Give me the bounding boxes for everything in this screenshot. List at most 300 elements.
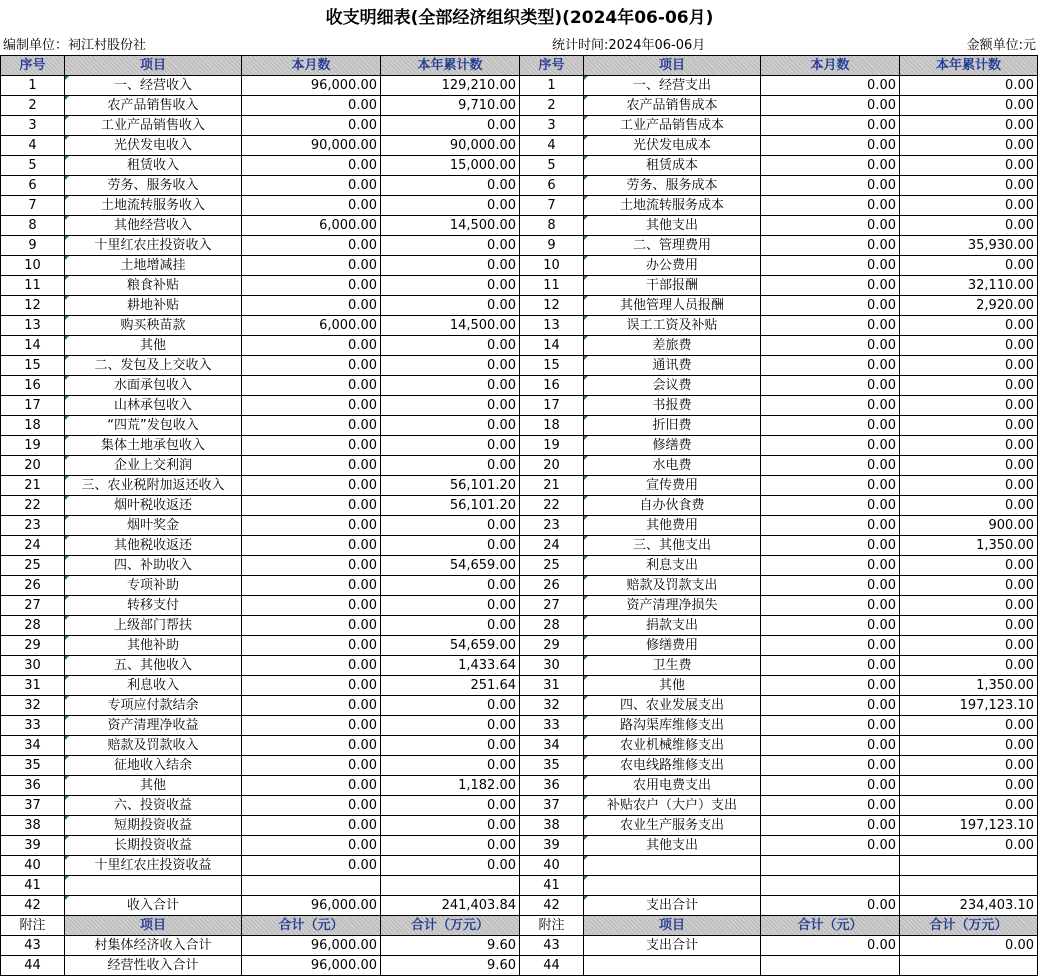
amount-unit-label: 金额单位:元	[966, 38, 1036, 53]
expense-ytd-cell[interactable]: 1,350.00	[900, 536, 1038, 556]
expense-item-cell[interactable]: 路沟渠库维修支出	[584, 716, 761, 736]
expense-ytd-cell[interactable]: 0.00	[900, 356, 1038, 376]
income-seq-cell: 26	[1, 576, 65, 596]
expense-ytd-cell[interactable]: 0.00	[900, 756, 1038, 776]
income-month-cell[interactable]: 0.00	[242, 756, 381, 776]
expense-ytd-cell[interactable]: 0.00	[900, 376, 1038, 396]
table-row	[1, 776, 1038, 796]
expense-month-cell[interactable]: 0.00	[761, 416, 900, 436]
expense-ytd-cell[interactable]: 0.00	[900, 736, 1038, 756]
expense-month-cell[interactable]: 0.00	[761, 496, 900, 516]
expense-ytd-cell[interactable]: 0.00	[900, 136, 1038, 156]
expense-item-cell[interactable]: 书报费	[584, 396, 761, 416]
expense-month-cell[interactable]: 0.00	[761, 456, 900, 476]
income-ytd-cell[interactable]: 1,182.00	[381, 776, 520, 796]
expense-ytd-cell[interactable]: 0.00	[900, 656, 1038, 676]
expense-seq-cell: 10	[520, 256, 584, 276]
income-month-cell[interactable]: 0.00	[242, 356, 381, 376]
expense-ytd-cell[interactable]: 0.00	[900, 316, 1038, 336]
table-row	[1, 396, 1038, 416]
income-month-cell[interactable]: 0.00	[242, 496, 381, 516]
expense-month-cell[interactable]: 0.00	[761, 376, 900, 396]
expense-ytd-cell[interactable]: 900.00	[900, 516, 1038, 536]
income-item-cell[interactable]: 十里红农庄投资收入	[65, 236, 242, 256]
expense-month-cell[interactable]: 0.00	[761, 396, 900, 416]
income-seq-cell: 6	[1, 176, 65, 196]
expense-item-cell[interactable]: 干部报酬	[584, 276, 761, 296]
income-seq-cell: 9	[1, 236, 65, 256]
income-item-cell[interactable]: 企业上交利润	[65, 456, 242, 476]
income-ytd-cell[interactable]: 0.00	[381, 796, 520, 816]
expense-seq-cell: 41	[520, 876, 584, 896]
income-item-cell[interactable]: 其他税收返还	[65, 536, 242, 556]
expense-ytd-cell[interactable]	[900, 876, 1038, 896]
income-ytd-cell[interactable]: 56,101.20	[381, 496, 520, 516]
expense-month-cell[interactable]: 0.00	[761, 196, 900, 216]
income-month-cell[interactable]: 0.00	[242, 776, 381, 796]
income-ytd-cell[interactable]: 0.00	[381, 596, 520, 616]
income-month-cell[interactable]: 0.00	[242, 636, 381, 656]
expense-seq-cell: 34	[520, 736, 584, 756]
expense-seq-cell: 17	[520, 396, 584, 416]
expense-month-cell[interactable]: 0.00	[761, 136, 900, 156]
income-ytd-cell[interactable]: 0.00	[381, 736, 520, 756]
expense-month-cell[interactable]: 0.00	[761, 836, 900, 856]
income-seq-cell: 22	[1, 496, 65, 516]
income-month-cell[interactable]: 0.00	[242, 476, 381, 496]
income-note-yuan-cell[interactable]: 96,000.00	[242, 956, 381, 976]
expense-ytd-cell[interactable]: 0.00	[900, 496, 1038, 516]
income-ytd-cell[interactable]: 0.00	[381, 436, 520, 456]
income-ytd-cell[interactable]: 0.00	[381, 396, 520, 416]
expense-ytd-cell[interactable]: 0.00	[900, 836, 1038, 856]
income-month-cell[interactable]: 0.00	[242, 836, 381, 856]
expense-item-cell[interactable]: 修缮费用	[584, 636, 761, 656]
expense-item-cell[interactable]: 土地流转服务成本	[584, 196, 761, 216]
expense-item-cell[interactable]: 利息支出	[584, 556, 761, 576]
expense-month-cell[interactable]: 0.00	[761, 676, 900, 696]
report-title: 收支明细表(全部经济组织类型)(2024年06-06月)	[325, 8, 714, 28]
income-month-cell[interactable]: 0.00	[242, 816, 381, 836]
expense-ytd-cell[interactable]: 0.00	[900, 776, 1038, 796]
income-month-cell[interactable]: 0.00	[242, 576, 381, 596]
expense-item-cell[interactable]: 其他费用	[584, 516, 761, 536]
income-item-cell[interactable]: 长期投资收益	[65, 836, 242, 856]
income-ytd-cell[interactable]: 0.00	[381, 696, 520, 716]
income-month-cell[interactable]: 0.00	[242, 616, 381, 636]
expense-item-cell[interactable]: 宣传费用	[584, 476, 761, 496]
expense-month-cell[interactable]: 0.00	[761, 776, 900, 796]
expense-ytd-cell[interactable]: 0.00	[900, 336, 1038, 356]
income-month-cell[interactable]: 0.00	[242, 736, 381, 756]
expense-seq-cell: 26	[520, 576, 584, 596]
income-ytd-cell[interactable]: 0.00	[381, 716, 520, 736]
expense-note-yuan-cell[interactable]	[761, 956, 900, 976]
expense-seq-cell: 36	[520, 776, 584, 796]
income-ytd-cell[interactable]: 0.00	[381, 756, 520, 776]
income-item-cell[interactable]: 其他	[65, 336, 242, 356]
income-month-cell[interactable]: 0.00	[242, 416, 381, 436]
income-month-cell[interactable]: 0.00	[242, 296, 381, 316]
expense-ytd-cell[interactable]: 0.00	[900, 396, 1038, 416]
note-header-row	[1, 916, 1038, 936]
income-ytd-cell[interactable]: 15,000.00	[381, 156, 520, 176]
expense-item-cell[interactable]: 其他	[584, 676, 761, 696]
income-month-cell[interactable]: 0.00	[242, 656, 381, 676]
income-item-cell[interactable]: 其他	[65, 776, 242, 796]
expense-ytd-cell[interactable]: 0.00	[900, 416, 1038, 436]
table-row	[1, 336, 1038, 356]
income-month-cell[interactable]: 6,000.00	[242, 316, 381, 336]
expense-item-cell[interactable]: 其他支出	[584, 216, 761, 236]
income-month-cell[interactable]: 0.00	[242, 436, 381, 456]
income-item-cell[interactable]: 二、发包及上交收入	[65, 356, 242, 376]
expense-seq-cell: 27	[520, 596, 584, 616]
income-ytd-cell[interactable]: 0.00	[381, 516, 520, 536]
income-seq-cell: 7	[1, 196, 65, 216]
expense-ytd-cell[interactable]: 0.00	[900, 96, 1038, 116]
expense-ytd-cell[interactable]: 0.00	[900, 716, 1038, 736]
income-item-cell[interactable]: 专项补助	[65, 576, 242, 596]
header-item-income: 项目	[65, 56, 242, 76]
header-item-expense: 项目	[584, 56, 761, 76]
income-item-cell[interactable]: 土地流转服务收入	[65, 196, 242, 216]
income-item-cell[interactable]: 其他经营收入	[65, 216, 242, 236]
expense-item-cell[interactable]	[584, 876, 761, 896]
income-month-cell[interactable]: 0.00	[242, 156, 381, 176]
expense-month-cell[interactable]: 0.00	[761, 436, 900, 456]
income-month-cell[interactable]: 0.00	[242, 556, 381, 576]
expense-item-cell[interactable]: 自办伙食费	[584, 496, 761, 516]
income-month-cell[interactable]: 0.00	[242, 396, 381, 416]
expense-month-cell[interactable]: 0.00	[761, 336, 900, 356]
expense-ytd-cell[interactable]: 197,123.10	[900, 696, 1038, 716]
income-ytd-cell[interactable]: 0.00	[381, 536, 520, 556]
expense-month-cell[interactable]	[761, 856, 900, 876]
income-seq-cell: 31	[1, 676, 65, 696]
expense-ytd-cell[interactable]: 0.00	[900, 476, 1038, 496]
expense-item-cell[interactable]: 工业产品销售成本	[584, 116, 761, 136]
income-item-cell[interactable]: 短期投资收益	[65, 816, 242, 836]
income-item-cell[interactable]: 购买秧苗款	[65, 316, 242, 336]
expense-month-cell[interactable]: 0.00	[761, 476, 900, 496]
expense-ytd-cell[interactable]: 0.00	[900, 116, 1038, 136]
expense-note-yuan-cell[interactable]: 0.00	[761, 936, 900, 956]
expense-item-cell[interactable]: 办公费用	[584, 256, 761, 276]
income-ytd-cell[interactable]: 129,210.00	[381, 76, 520, 96]
income-item-cell[interactable]: 土地增减挂	[65, 256, 242, 276]
income-item-cell[interactable]: 山林承包收入	[65, 396, 242, 416]
income-month-cell[interactable]: 90,000.00	[242, 136, 381, 156]
expense-month-cell[interactable]: 0.00	[761, 716, 900, 736]
income-ytd-cell[interactable]: 0.00	[381, 416, 520, 436]
income-item-cell[interactable]: 劳务、服务收入	[65, 176, 242, 196]
expense-ytd-cell[interactable]: 0.00	[900, 156, 1038, 176]
expense-item-cell[interactable]: 劳务、服务成本	[584, 176, 761, 196]
income-month-cell[interactable]: 0.00	[242, 236, 381, 256]
income-ytd-cell[interactable]: 1,433.64	[381, 656, 520, 676]
expense-month-cell[interactable]: 0.00	[761, 596, 900, 616]
income-item-cell[interactable]: 五、其他收入	[65, 656, 242, 676]
income-item-cell[interactable]: 其他补助	[65, 636, 242, 656]
income-ytd-cell[interactable]: 14,500.00	[381, 216, 520, 236]
income-month-cell[interactable]: 0.00	[242, 176, 381, 196]
income-month-cell[interactable]: 0.00	[242, 696, 381, 716]
income-item-cell[interactable]: 一、经营收入	[65, 76, 242, 96]
expense-ytd-cell[interactable]: 197,123.10	[900, 816, 1038, 836]
expense-month-cell[interactable]: 0.00	[761, 296, 900, 316]
expense-item-cell[interactable]: 农业机械维修支出	[584, 736, 761, 756]
income-month-cell[interactable]: 0.00	[242, 196, 381, 216]
expense-month-cell[interactable]: 0.00	[761, 96, 900, 116]
income-ytd-cell[interactable]: 9,710.00	[381, 96, 520, 116]
expense-month-cell[interactable]: 0.00	[761, 556, 900, 576]
expense-seq-cell: 42	[520, 896, 584, 916]
income-ytd-cell[interactable]: 251.64	[381, 676, 520, 696]
income-ytd-cell[interactable]: 90,000.00	[381, 136, 520, 156]
income-item-cell[interactable]: 赔款及罚款收入	[65, 736, 242, 756]
income-seq-cell: 2	[1, 96, 65, 116]
income-seq-cell: 16	[1, 376, 65, 396]
income-month-cell[interactable]: 96,000.00	[242, 76, 381, 96]
expense-note-wan-cell[interactable]	[900, 956, 1038, 976]
expense-month-cell[interactable]: 0.00	[761, 236, 900, 256]
income-ytd-cell[interactable]: 14,500.00	[381, 316, 520, 336]
expense-item-cell[interactable]: 其他管理人员报酬	[584, 296, 761, 316]
income-item-cell[interactable]: 农产品销售收入	[65, 96, 242, 116]
expense-ytd-cell[interactable]: 0.00	[900, 796, 1038, 816]
income-item-cell[interactable]: 烟叶税收返还	[65, 496, 242, 516]
expense-month-cell[interactable]: 0.00	[761, 576, 900, 596]
income-item-cell[interactable]: 资产清理净收益	[65, 716, 242, 736]
expense-item-cell[interactable]: 会议费	[584, 376, 761, 396]
income-item-cell[interactable]: 上级部门帮扶	[65, 616, 242, 636]
income-month-cell[interactable]: 0.00	[242, 536, 381, 556]
income-ytd-cell[interactable]: 0.00	[381, 576, 520, 596]
income-item-cell[interactable]: 烟叶奖金	[65, 516, 242, 536]
expense-ytd-cell[interactable]: 0.00	[900, 456, 1038, 476]
expense-ytd-cell[interactable]: 234,403.10	[900, 896, 1038, 916]
expense-seq-cell: 21	[520, 476, 584, 496]
income-ytd-cell[interactable]: 0.00	[381, 356, 520, 376]
income-ytd-cell[interactable]: 0.00	[381, 116, 520, 136]
expense-ytd-cell[interactable]: 1,350.00	[900, 676, 1038, 696]
expense-month-cell[interactable]: 0.00	[761, 616, 900, 636]
expense-month-cell[interactable]	[761, 876, 900, 896]
expense-month-cell[interactable]: 0.00	[761, 276, 900, 296]
income-item-cell[interactable]: 集体土地承包收入	[65, 436, 242, 456]
expense-note-item-cell[interactable]: 支出合计	[584, 936, 761, 956]
income-note-wan-cell[interactable]: 9.60	[381, 936, 520, 956]
income-month-cell[interactable]: 0.00	[242, 796, 381, 816]
expense-item-cell[interactable]: 农业生产服务支出	[584, 816, 761, 836]
income-ytd-cell[interactable]: 0.00	[381, 456, 520, 476]
income-item-cell[interactable]: 十里红农庄投资收益	[65, 856, 242, 876]
income-ytd-cell[interactable]: 0.00	[381, 856, 520, 876]
income-item-cell[interactable]: 四、补助收入	[65, 556, 242, 576]
income-month-cell[interactable]	[242, 876, 381, 896]
income-ytd-cell[interactable]: 241,403.84	[381, 896, 520, 916]
income-item-cell[interactable]: 利息收入	[65, 676, 242, 696]
income-item-cell[interactable]	[65, 876, 242, 896]
expense-item-cell[interactable]: 农电线路维修支出	[584, 756, 761, 776]
income-ytd-cell[interactable]: 0.00	[381, 616, 520, 636]
income-seq-cell: 3	[1, 116, 65, 136]
income-month-cell[interactable]: 0.00	[242, 256, 381, 276]
income-note-item-cell[interactable]: 经营性收入合计	[65, 956, 242, 976]
expense-ytd-cell[interactable]: 0.00	[900, 196, 1038, 216]
expense-item-cell[interactable]: 水电费	[584, 456, 761, 476]
income-ytd-cell[interactable]: 0.00	[381, 176, 520, 196]
expense-month-cell[interactable]: 0.00	[761, 696, 900, 716]
expense-ytd-cell[interactable]: 0.00	[900, 616, 1038, 636]
income-ytd-cell[interactable]: 0.00	[381, 816, 520, 836]
income-seq-cell: 19	[1, 436, 65, 456]
income-seq-cell: 40	[1, 856, 65, 876]
income-item-cell[interactable]: 转移支付	[65, 596, 242, 616]
income-item-cell[interactable]: 耕地补贴	[65, 296, 242, 316]
income-seq-cell: 13	[1, 316, 65, 336]
income-ytd-cell[interactable]: 0.00	[381, 336, 520, 356]
expense-ytd-cell[interactable]: 0.00	[900, 216, 1038, 236]
expense-ytd-cell[interactable]: 35,930.00	[900, 236, 1038, 256]
expense-month-cell[interactable]: 0.00	[761, 656, 900, 676]
income-ytd-cell[interactable]: 0.00	[381, 296, 520, 316]
expense-item-cell[interactable]: 资产清理净损失	[584, 596, 761, 616]
income-month-cell[interactable]: 0.00	[242, 336, 381, 356]
income-ytd-cell[interactable]: 0.00	[381, 276, 520, 296]
income-item-cell[interactable]: 粮食补贴	[65, 276, 242, 296]
income-item-cell[interactable]: 租赁收入	[65, 156, 242, 176]
income-note-wan-cell[interactable]: 9.60	[381, 956, 520, 976]
expense-month-cell[interactable]: 0.00	[761, 156, 900, 176]
expense-ytd-cell[interactable]: 0.00	[900, 176, 1038, 196]
income-seq-cell: 18	[1, 416, 65, 436]
income-item-cell[interactable]: 三、农业税附加返还收入	[65, 476, 242, 496]
income-item-cell[interactable]: 征地收入结余	[65, 756, 242, 776]
income-item-cell[interactable]: 收入合计	[65, 896, 242, 916]
expense-item-cell[interactable]	[584, 856, 761, 876]
income-expense-table	[0, 55, 1038, 976]
expense-ytd-cell[interactable]: 0.00	[900, 636, 1038, 656]
income-month-cell[interactable]: 0.00	[242, 516, 381, 536]
expense-item-cell[interactable]: 修缮费	[584, 436, 761, 456]
expense-item-cell[interactable]: 一、经营支出	[584, 76, 761, 96]
table-row	[1, 236, 1038, 256]
expense-month-cell[interactable]: 0.00	[761, 516, 900, 536]
expense-item-cell[interactable]: 支出合计	[584, 896, 761, 916]
income-month-cell[interactable]: 0.00	[242, 456, 381, 476]
income-item-cell[interactable]: 六、投资收益	[65, 796, 242, 816]
expense-item-cell[interactable]: 租赁成本	[584, 156, 761, 176]
expense-ytd-cell[interactable]: 0.00	[900, 76, 1038, 96]
expense-item-cell[interactable]: 通讯费	[584, 356, 761, 376]
income-month-cell[interactable]: 0.00	[242, 676, 381, 696]
expense-item-cell[interactable]: 差旅费	[584, 336, 761, 356]
income-ytd-cell[interactable]: 54,659.00	[381, 636, 520, 656]
income-ytd-cell[interactable]: 56,101.20	[381, 476, 520, 496]
income-ytd-cell[interactable]: 0.00	[381, 236, 520, 256]
expense-month-cell[interactable]: 0.00	[761, 896, 900, 916]
expense-item-cell[interactable]: 二、管理费用	[584, 236, 761, 256]
income-month-cell[interactable]: 0.00	[242, 96, 381, 116]
expense-note-wan-cell[interactable]: 0.00	[900, 936, 1038, 956]
income-month-cell[interactable]: 6,000.00	[242, 216, 381, 236]
expense-month-cell[interactable]: 0.00	[761, 216, 900, 236]
expense-seq-cell: 22	[520, 496, 584, 516]
income-item-cell[interactable]: 工业产品销售收入	[65, 116, 242, 136]
expense-item-cell[interactable]: 农用电费支出	[584, 776, 761, 796]
expense-item-cell[interactable]: 光伏发电成本	[584, 136, 761, 156]
income-item-cell[interactable]: 光伏发电收入	[65, 136, 242, 156]
income-note-yuan-cell[interactable]: 96,000.00	[242, 936, 381, 956]
expense-month-cell[interactable]: 0.00	[761, 736, 900, 756]
expense-item-cell[interactable]: 误工工资及补贴	[584, 316, 761, 336]
income-month-cell[interactable]: 0.00	[242, 116, 381, 136]
expense-note-item-cell[interactable]	[584, 956, 761, 976]
expense-month-cell[interactable]: 0.00	[761, 536, 900, 556]
income-item-cell[interactable]: “四荒”发包收入	[65, 416, 242, 436]
income-ytd-cell[interactable]: 0.00	[381, 256, 520, 276]
expense-month-cell[interactable]: 0.00	[761, 796, 900, 816]
expense-month-cell[interactable]: 0.00	[761, 316, 900, 336]
expense-ytd-cell[interactable]: 0.00	[900, 596, 1038, 616]
expense-item-cell[interactable]: 其他支出	[584, 836, 761, 856]
income-ytd-cell[interactable]: 0.00	[381, 196, 520, 216]
expense-month-cell[interactable]: 0.00	[761, 176, 900, 196]
expense-month-cell[interactable]: 0.00	[761, 76, 900, 96]
expense-month-cell[interactable]: 0.00	[761, 756, 900, 776]
income-ytd-cell[interactable]: 0.00	[381, 376, 520, 396]
income-month-cell[interactable]: 0.00	[242, 596, 381, 616]
expense-month-cell[interactable]: 0.00	[761, 816, 900, 836]
income-item-cell[interactable]: 水面承包收入	[65, 376, 242, 396]
income-ytd-cell[interactable]: 0.00	[381, 836, 520, 856]
expense-ytd-cell[interactable]: 32,110.00	[900, 276, 1038, 296]
income-month-cell[interactable]: 0.00	[242, 276, 381, 296]
expense-ytd-cell[interactable]	[900, 856, 1038, 876]
expense-item-cell[interactable]: 三、其他支出	[584, 536, 761, 556]
expense-item-cell[interactable]: 农产品销售成本	[584, 96, 761, 116]
income-ytd-cell[interactable]	[381, 876, 520, 896]
expense-item-cell[interactable]: 捐款支出	[584, 616, 761, 636]
expense-seq-cell: 33	[520, 716, 584, 736]
income-note-item-cell[interactable]: 村集体经济收入合计	[65, 936, 242, 956]
income-month-cell[interactable]: 0.00	[242, 716, 381, 736]
income-ytd-cell[interactable]: 54,659.00	[381, 556, 520, 576]
income-month-cell[interactable]: 0.00	[242, 376, 381, 396]
income-item-cell[interactable]: 专项应付款结余	[65, 696, 242, 716]
income-seq-cell: 39	[1, 836, 65, 856]
expense-item-cell[interactable]: 卫生费	[584, 656, 761, 676]
expense-ytd-cell[interactable]: 0.00	[900, 556, 1038, 576]
expense-item-cell[interactable]: 四、农业发展支出	[584, 696, 761, 716]
expense-month-cell[interactable]: 0.00	[761, 256, 900, 276]
income-month-cell[interactable]: 0.00	[242, 856, 381, 876]
table-row	[1, 356, 1038, 376]
expense-ytd-cell[interactable]: 0.00	[900, 256, 1038, 276]
expense-ytd-cell[interactable]: 0.00	[900, 436, 1038, 456]
expense-month-cell[interactable]: 0.00	[761, 356, 900, 376]
income-month-cell[interactable]: 96,000.00	[242, 896, 381, 916]
expense-item-cell[interactable]: 补贴农户（大户）支出	[584, 796, 761, 816]
expense-month-cell[interactable]: 0.00	[761, 636, 900, 656]
expense-item-cell[interactable]: 折旧费	[584, 416, 761, 436]
expense-ytd-cell[interactable]: 0.00	[900, 576, 1038, 596]
expense-month-cell[interactable]: 0.00	[761, 116, 900, 136]
expense-ytd-cell[interactable]: 2,920.00	[900, 296, 1038, 316]
expense-item-cell[interactable]: 赔款及罚款支出	[584, 576, 761, 596]
